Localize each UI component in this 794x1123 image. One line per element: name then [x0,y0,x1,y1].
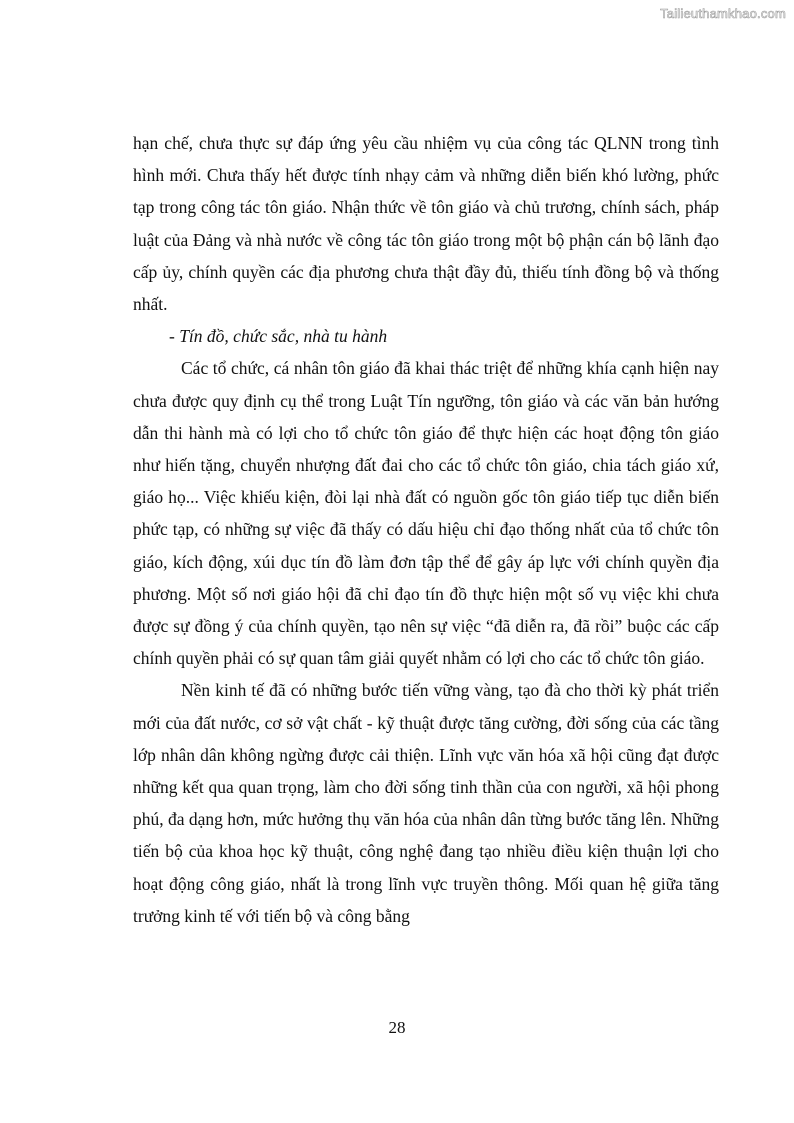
paragraph-religious-organizations: Các tổ chức, cá nhân tôn giáo đã khai thác triệt để những khía cạnh hiện nay chưa được quy định cụ thể trong Luật Tín ngưỡng, tôn giáo và các văn bản hướng dẫn thi hành mà có lợi cho tổ chức tôn giáo để thực hiện các hoạt động tôn giáo như hiến tặng, chuyển nhượng đất đai cho các tổ chức tôn giáo, chia tách giáo xứ, giáo họ... Việc khiếu kiện, đòi lại nhà đất có nguồn gốc tôn giáo tiếp tục diễn biến phức tạp, có những sự việc đã thấy có dấu hiệu chỉ đạo thống nhất của tổ chức tôn giáo, kích động, xúi dục tín đồ làm đơn tập thể để gây áp lực với chính quyền địa phương. Một số nơi giáo hội đã chỉ đạo tín đồ thực hiện một số vụ việc khi chưa được sự đồng ý của chính quyền, tạo nên sự việc “đã diễn ra, đã rồi” buộc các cấp chính quyền phải có sự quan tâm giải quyết nhằm có lợi cho các tổ chức tôn giáo. [133,358,719,669]
subheading-believers: - Tín đồ, chức sắc, nhà tu hành [169,326,388,347]
watermark-text: Tailieuthamkhao.com [660,6,786,21]
page-number: 28 [388,1018,406,1037]
page-body [133,127,719,932]
paragraph-continued: hạn chế, chưa thực sự đáp ứng yêu cầu nhiệm vụ của công tác QLNN trong tình hình mới. Chưa thấy hết được tính nhạy cảm và những diễn biến khó lường, phức tạp trong công tác tôn giáo. Nhận thức về tôn giáo và chủ trương, chính sách, pháp luật của Đảng và nhà nước về công tác tôn giáo trong một bộ phận cán bộ lãnh đạo cấp ủy, chính quyền các địa phương chưa thật đầy đủ, thiếu tính đồng bộ và thống nhất. [133,133,719,315]
paragraph-economy: Nền kinh tế đã có những bước tiến vững vàng, tạo đà cho thời kỳ phát triển mới của đất nước, cơ sở vật chất - kỹ thuật được tăng cường, đời sống của các tầng lớp nhân dân không ngừng được cải thiện. Lĩnh vực văn hóa xã hội cũng đạt được những kết qua quan trọng, làm cho đời sống tinh thần của con người, xã hội phong phú, đa dạng hơn, mức hưởng thụ văn hóa của nhân dân từng bước tăng lên. Những tiến bộ của khoa học kỹ thuật, công nghệ đang tạo nhiều điều kiện thuận lợi cho hoạt động công giáo, nhất là trong lĩnh vực truyền thông. Mối quan hệ giữa tăng trưởng kinh tế với tiến bộ và công bằng [133,680,719,926]
